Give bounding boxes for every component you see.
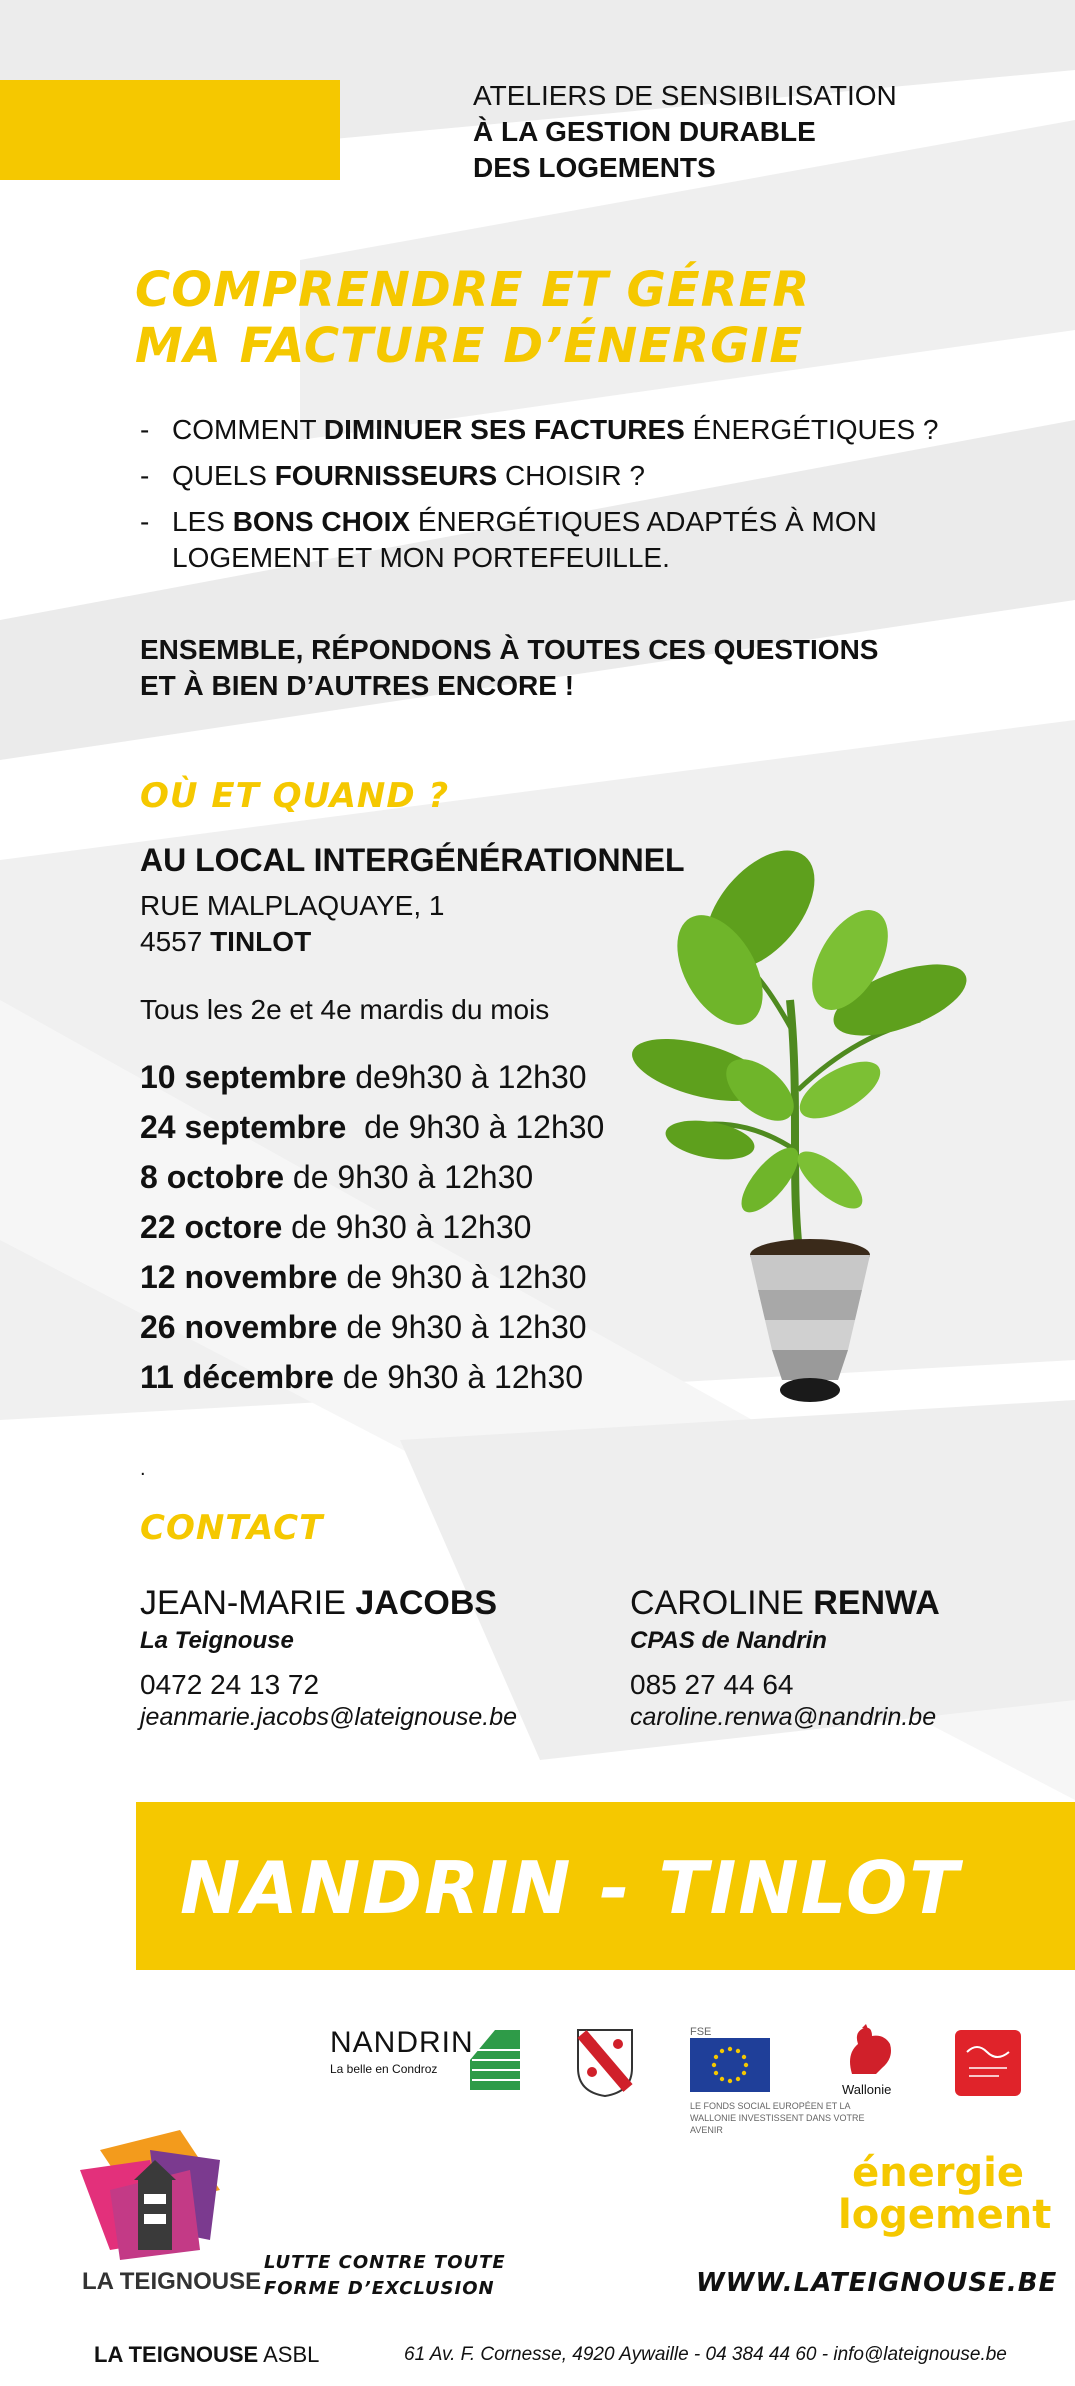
slogan (264, 2250, 506, 2302)
question-text: LES (172, 506, 233, 537)
date-label: 11 décembre (140, 1359, 334, 1395)
contact-name (630, 1584, 940, 1623)
date-item (140, 1352, 604, 1402)
header-line-3: DES LOGEMENTS (473, 152, 716, 183)
call-to-action-line-2: ET À BIEN D’AUTRES ENCORE ! (140, 670, 575, 701)
question-emphasis: DIMINUER SES FACTURES (323, 414, 685, 445)
venue-name: AU LOCAL INTERGÉNÉRATIONNEL (140, 842, 685, 878)
date-label: 10 septembre (140, 1059, 347, 1095)
stray-dot: . (140, 1458, 146, 1480)
website-link[interactable]: WWW.LATEIGNOUSE.BE (696, 2268, 1058, 2298)
date-item (140, 1302, 604, 1352)
contact-email[interactable]: caroline.renwa@nandrin.be (630, 1703, 937, 1731)
contact-email[interactable]: jeanmarie.jacobs@lateignouse.be (140, 1703, 518, 1731)
venue-city (140, 926, 311, 958)
plant-lightbulb-image (600, 850, 1020, 1410)
header-title (473, 78, 897, 186)
contact-organization: La Teignouse (140, 1627, 294, 1654)
la-teignouse-logo-name: LA TEIGNOUSE (82, 2268, 262, 2295)
contact-card (140, 1584, 517, 1732)
date-item (140, 1252, 604, 1302)
where-when-heading: OÙ ET QUAND ? (140, 776, 450, 816)
session-dates (140, 1052, 604, 1402)
footer-org-type: ASBL (258, 2342, 320, 2367)
wallonie-label: Wallonie (842, 2082, 892, 2097)
venue-street: RUE MALPLAQUAYE, 1 (140, 890, 445, 921)
nandrin-logo-tagline: La belle en Condroz (330, 2062, 438, 2076)
fse-label: FSE (690, 2026, 712, 2038)
question-item (140, 504, 960, 576)
la-teignouse-logo (80, 2130, 230, 2270)
schedule-note: Tous les 2e et 4e mardis du mois (140, 994, 550, 1025)
contact-first-name: JEAN-MARIE (140, 1584, 356, 1622)
question-item (140, 458, 960, 494)
date-label: 24 septembre (140, 1109, 347, 1145)
time-label: de 9h30 à 12h30 (284, 1159, 534, 1195)
contact-phone[interactable]: 085 27 44 64 (630, 1669, 794, 1700)
footer-organization (94, 2342, 319, 2368)
fse-caption: LE FONDS SOCIAL EUROPÉEN ET LA WALLONIE INVESTISSENT DANS VOTRE AVENIR (690, 2101, 865, 2135)
time-label: de 9h30 à 12h30 (346, 1109, 605, 1145)
contact-card (630, 1584, 940, 1732)
time-label: de 9h30 à 12h30 (337, 1259, 587, 1295)
tinlot-coat-of-arms-icon (576, 2028, 634, 2098)
header-line-1: ATELIERS DE SENSIBILISATION (473, 80, 897, 111)
nandrin-logo-name: NANDRIN (330, 2026, 474, 2059)
time-label: de 9h30 à 12h30 (282, 1209, 532, 1245)
contact-first-name: CAROLINE (630, 1584, 814, 1622)
contact-phone[interactable]: 0472 24 13 72 (140, 1669, 320, 1700)
date-label: 12 novembre (140, 1259, 338, 1295)
main-title-line-2: MA FACTURE D’ÉNERGIE (135, 318, 804, 374)
question-text: ÉNERGÉTIQUES ADAPTÉS À MON LOGEMENT ET MON PORTEFEUILLE. (172, 506, 877, 573)
contact-heading: CONTACT (140, 1508, 324, 1548)
header-yellow-block (0, 80, 340, 180)
venue-postcode: 4557 (140, 926, 211, 957)
date-item (140, 1102, 604, 1152)
question-list (140, 412, 960, 586)
contact-last-name: RENWA (813, 1584, 940, 1622)
main-title-line-1: COMPRENDRE ET GÉRER (135, 262, 811, 318)
date-label: 8 octobre (140, 1159, 285, 1195)
date-label: 26 novembre (140, 1309, 338, 1345)
energie-logement-logo (838, 2150, 1052, 2238)
contact-organization: CPAS de Nandrin (630, 1627, 827, 1654)
question-emphasis: BONS CHOIX (232, 506, 411, 537)
time-label: de9h30 à 12h30 (346, 1059, 587, 1095)
nandrin-logo (330, 2026, 474, 2076)
header-line-2: À LA GESTION DURABLE (473, 116, 816, 147)
time-label: de 9h30 à 12h30 (333, 1359, 584, 1395)
call-to-action-line-1: ENSEMBLE, RÉPONDONS À TOUTES CES QUESTIONS (140, 634, 879, 665)
red-logo-icon (955, 2030, 1021, 2096)
question-text: ÉNERGÉTIQUES ? (684, 414, 939, 445)
energie-logo-line-2: logement (838, 2192, 1052, 2238)
footer-org-name: LA TEIGNOUSE (94, 2342, 259, 2367)
date-item (140, 1152, 604, 1202)
eu-flag-icon (690, 2038, 770, 2092)
call-to-action (140, 632, 878, 704)
question-text: CHOISIR ? (497, 460, 645, 491)
question-text: COMMENT (172, 414, 324, 445)
question-text: QUELS (172, 460, 275, 491)
nandrin-buildings-icon (470, 2030, 520, 2090)
footer-address: 61 Av. F. Cornesse, 4920 Aywaille - 04 384 44 60 - info@lateignouse.be (404, 2344, 1007, 2365)
wallonie-rooster-icon (842, 2024, 896, 2080)
question-item (140, 412, 960, 448)
venue-city-name: TINLOT (210, 926, 312, 957)
location-banner-text: NANDRIN - TINLOT (180, 1846, 961, 1930)
slogan-line-1: LUTTE CONTRE TOUTE (264, 2252, 506, 2273)
question-emphasis: FOURNISSEURS (274, 460, 498, 491)
slogan-line-2: FORME D’EXCLUSION (264, 2278, 495, 2299)
main-title (135, 262, 810, 374)
date-item (140, 1202, 604, 1252)
time-label: de 9h30 à 12h30 (337, 1309, 587, 1345)
contact-name (140, 1584, 517, 1623)
contact-last-name: JACOBS (355, 1584, 498, 1622)
date-label: 22 octore (140, 1209, 283, 1245)
energie-logo-line-1: énergie (852, 2150, 1024, 2196)
date-item (140, 1052, 604, 1102)
